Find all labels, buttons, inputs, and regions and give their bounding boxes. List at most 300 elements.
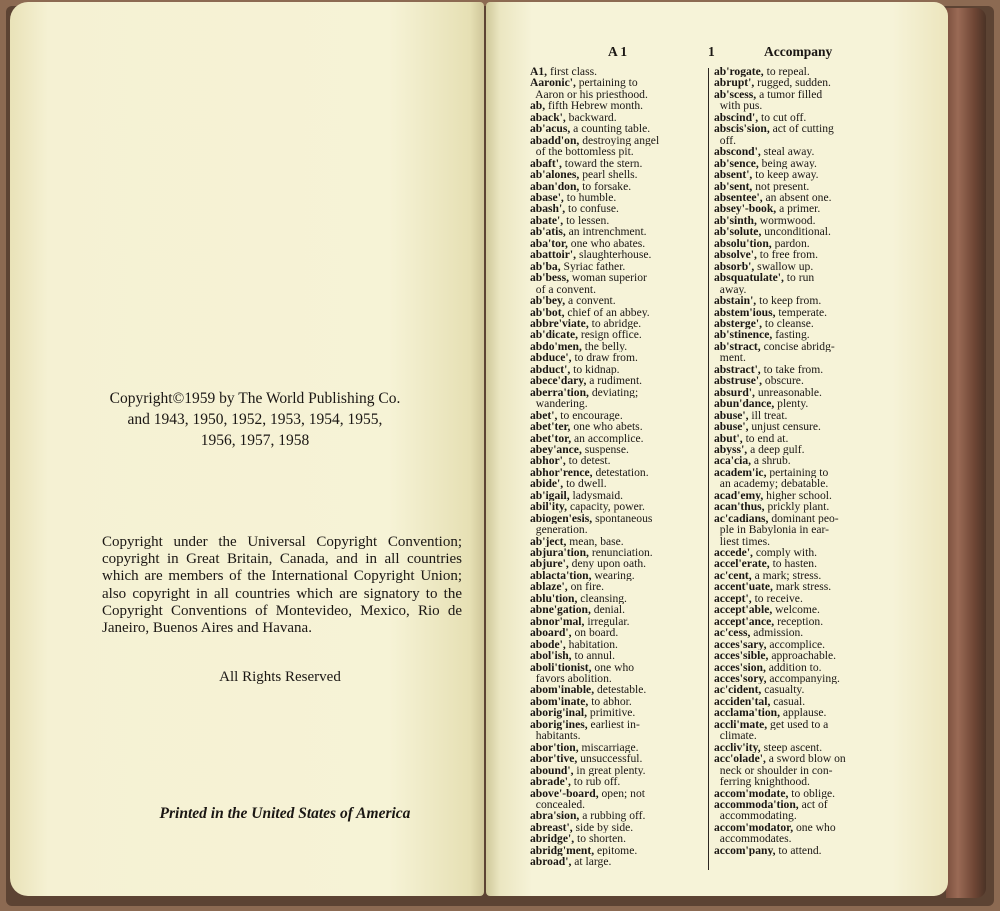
entry-headword: abate', — [530, 214, 564, 227]
entry-headword: ab'stinence, — [714, 329, 773, 341]
dictionary-entry — [714, 364, 924, 375]
entry-headword: abece'dary, — [530, 375, 587, 387]
entry-headword: ab'atis, — [530, 226, 566, 238]
entry-headword: ab'igail, — [530, 489, 570, 502]
entry-headword: abroad', — [530, 856, 572, 868]
entry-headword: academ'ic, — [714, 466, 767, 479]
entry-definition: pertaining to — [575, 77, 638, 89]
entry-headword: abyss', — [714, 443, 748, 456]
entry-definition: unreasonable. — [754, 386, 822, 399]
entry-definition: a rudiment. — [586, 375, 643, 387]
dictionary-entry — [714, 284, 924, 295]
entry-headword: accommoda'tion, — [714, 799, 799, 811]
dictionary-entry — [714, 742, 924, 753]
dictionary-entry — [714, 77, 924, 88]
entry-definition: deviating; — [588, 386, 639, 399]
dictionary-entry — [530, 856, 730, 867]
entry-headword: abnor'mal, — [530, 615, 585, 628]
dictionary-entry — [714, 478, 924, 489]
entry-headword: acces'sary, — [714, 638, 767, 651]
entry-definition: epitome. — [594, 844, 638, 857]
entry-definition: earliest in- — [587, 718, 640, 731]
entry-headword: acad'emy, — [714, 489, 764, 502]
dictionary-entry — [714, 192, 924, 203]
dictionary-entry — [714, 547, 924, 558]
entry-definition: to free from. — [756, 249, 819, 261]
right-page — [486, 2, 948, 896]
entry-definition: on fire. — [567, 581, 605, 593]
dictionary-entry — [714, 66, 924, 77]
page-number: 1 — [708, 44, 715, 59]
entry-definition: get used to a — [767, 718, 829, 731]
dictionary-entry — [530, 215, 730, 226]
entry-definition: with pus. — [714, 100, 763, 112]
entry-definition: to draw from. — [571, 352, 638, 364]
entry-headword: ab'stract, — [714, 340, 761, 353]
entry-definition: an absent one. — [762, 191, 832, 204]
entry-definition: mean, base. — [566, 535, 624, 548]
entry-definition: to abhor. — [588, 695, 632, 708]
dictionary-entry — [714, 616, 924, 627]
dictionary-entry — [714, 536, 924, 547]
entry-definition: casual. — [770, 695, 806, 708]
dictionary-entry — [714, 226, 924, 237]
entry-definition: wandering. — [530, 398, 588, 410]
entry-definition: a shrub. — [751, 455, 791, 467]
entry-headword: accept', — [714, 592, 752, 605]
dictionary-entry — [530, 318, 730, 329]
dictionary-entry — [530, 307, 730, 318]
entry-headword: absurd', — [714, 386, 755, 399]
dictionary-entry — [714, 604, 924, 615]
entry-definition: steep ascent. — [760, 741, 823, 754]
entry-definition: cleansing. — [577, 592, 627, 605]
dictionary-entry — [714, 570, 924, 581]
bleed-through-text — [10, 97, 484, 131]
dictionary-entry — [530, 478, 730, 489]
dictionary-column-right — [714, 66, 924, 856]
entry-headword: ablaze', — [530, 581, 568, 593]
entry-definition: renunciation. — [588, 547, 653, 559]
dictionary-entry — [714, 272, 924, 283]
dictionary-entry — [530, 123, 730, 134]
entry-headword: abuse', — [714, 409, 749, 422]
entry-headword: abstract', — [714, 363, 761, 376]
entry-headword: accel'erate, — [714, 558, 770, 570]
entry-headword: absentee', — [714, 191, 763, 204]
entry-definition: on board. — [571, 627, 619, 639]
dictionary-entry — [530, 284, 730, 295]
entry-definition: primitive. — [587, 707, 636, 719]
dictionary-entry — [714, 524, 924, 535]
dictionary-entry — [714, 352, 924, 363]
dictionary-entry — [714, 295, 924, 306]
entry-definition: a mark; stress. — [751, 569, 822, 582]
entry-headword: aborig'ines, — [530, 718, 588, 731]
printed-in-line: Printed in the United States of America — [159, 805, 411, 822]
entry-definition: to keep from. — [756, 295, 822, 307]
entry-definition: a deep gulf. — [747, 443, 805, 456]
dictionary-entry — [714, 467, 924, 478]
dictionary-entry — [530, 696, 730, 707]
dictionary-entry — [530, 226, 730, 237]
entry-headword: Aaronic', — [530, 77, 576, 89]
entry-definition: a convent. — [565, 295, 616, 307]
entry-definition: woman superior — [568, 272, 647, 284]
dictionary-entry — [530, 146, 730, 157]
dictionary-entry — [530, 719, 730, 730]
dictionary-entry — [530, 169, 730, 180]
entry-definition: at large. — [571, 856, 612, 868]
dictionary-entry — [530, 203, 730, 214]
entry-definition: favors abolition. — [530, 673, 612, 685]
dictionary-entry — [714, 307, 924, 318]
entry-definition: habitants. — [530, 730, 581, 742]
copyright-line: and 1943, 1950, 1952, 1953, 1954, 1955, — [127, 411, 383, 428]
entry-headword: abode', — [530, 638, 566, 651]
entry-headword: acces'sory, — [714, 673, 767, 685]
entry-definition: obscure. — [762, 375, 804, 387]
entry-definition: habitation. — [565, 638, 618, 651]
dictionary-entry — [714, 581, 924, 592]
dictionary-entry — [714, 513, 924, 524]
entry-definition: to hasten. — [769, 558, 818, 570]
entry-definition: capacity, power. — [567, 501, 645, 513]
entry-headword: absquatulate', — [714, 272, 784, 284]
entry-headword: abridge', — [530, 833, 575, 845]
guide-word-first: A 1 — [608, 44, 628, 59]
entry-headword: aba'tor, — [530, 237, 568, 250]
dictionary-entry — [530, 387, 730, 398]
entry-headword: abstain', — [714, 295, 757, 307]
entry-definition: toward the stern. — [561, 157, 643, 170]
entry-definition: to dwell. — [563, 478, 607, 490]
entry-definition: to keep away. — [752, 169, 819, 181]
entry-headword: abreast', — [530, 821, 573, 834]
dictionary-entry — [530, 501, 730, 512]
entry-headword: abet', — [530, 409, 558, 422]
dictionary-entry — [530, 513, 730, 524]
dictionary-entry — [714, 673, 924, 684]
entry-definition: not present. — [752, 180, 810, 192]
dictionary-entry — [530, 604, 730, 615]
copyright-convention-text: Copyright under the Universal Copyright Convention; copyright in Great Britain, Canada, and in all countries which are members of the International Copyright Union; also copyright in all countries which are signatory to the Copyright Conventions of Montevideo, Mexico, Rio de Janeiro, Buenos Aires and Havana. — [102, 534, 462, 637]
entry-headword: accept'able, — [714, 604, 773, 616]
dictionary-entry — [530, 375, 730, 386]
dictionary-entry — [530, 341, 730, 352]
entry-definition: detestable. — [594, 684, 647, 696]
dictionary-entry — [530, 455, 730, 466]
dictionary-entry — [530, 398, 730, 409]
dictionary-entry — [530, 444, 730, 455]
entry-definition: resign office. — [577, 329, 642, 341]
entry-definition: to oblige. — [788, 787, 836, 799]
entry-definition: neck or shoulder in con- — [714, 764, 833, 777]
entry-definition: approachable. — [768, 650, 837, 662]
entry-definition: away. — [714, 283, 747, 296]
column-divider — [708, 68, 709, 870]
dictionary-entry — [530, 639, 730, 650]
left-page — [10, 2, 484, 896]
dictionary-entry — [530, 558, 730, 569]
entry-headword: abadd'on, — [530, 134, 580, 147]
entry-definition: higher school. — [763, 489, 832, 502]
entry-headword: above'-board, — [530, 787, 599, 799]
entry-headword: abrade', — [530, 776, 571, 788]
entry-definition: to shorten. — [574, 833, 626, 845]
entry-headword: ab'sence, — [714, 157, 759, 170]
entry-definition: applause. — [780, 707, 827, 719]
entry-headword: ab'bess, — [530, 272, 569, 284]
entry-definition: wearing. — [591, 569, 635, 582]
entry-headword: aback', — [530, 111, 566, 124]
entry-definition: spontaneous — [592, 512, 653, 525]
entry-definition: an accomplice. — [571, 432, 644, 444]
entry-headword: acces'sible, — [714, 650, 769, 662]
entry-definition: of a convent. — [530, 283, 596, 296]
dictionary-entry — [714, 833, 924, 844]
entry-definition: deny upon oath. — [568, 558, 647, 570]
dictionary-entry — [714, 822, 924, 833]
dictionary-entry — [530, 238, 730, 249]
entry-definition: one who — [793, 821, 836, 834]
dictionary-entry — [530, 776, 730, 787]
entry-headword: abun'dance, — [714, 398, 775, 410]
entry-definition: irregular. — [584, 615, 630, 628]
entry-definition: a sword blow on — [765, 753, 846, 765]
entry-definition: accomplice. — [766, 638, 826, 651]
dictionary-entry — [714, 261, 924, 272]
entry-headword: abase', — [530, 191, 564, 204]
dictionary-entry — [714, 135, 924, 146]
entry-headword: aboli'tionist, — [530, 661, 592, 674]
entry-definition: casualty. — [761, 684, 805, 696]
dictionary-entry — [714, 662, 924, 673]
dictionary-entry — [714, 329, 924, 340]
entry-definition: to forsake. — [579, 180, 632, 192]
entry-headword: ab'sinth, — [714, 214, 757, 227]
entry-definition: to humble. — [563, 191, 617, 204]
bleed-through-text — [10, 242, 484, 313]
dictionary-entry — [714, 181, 924, 192]
entry-headword: ac'cident, — [714, 684, 762, 696]
entry-definition: a rubbing off. — [579, 810, 646, 822]
copyright-line: Copyright©1959 by The World Publishing Co. — [109, 390, 401, 407]
dictionary-entry — [714, 433, 924, 444]
entry-headword: abduce', — [530, 352, 572, 364]
entry-headword: accli'mate, — [714, 718, 768, 731]
dictionary-entry — [530, 158, 730, 169]
entry-headword: abiogen'esis, — [530, 512, 593, 525]
dictionary-entry — [530, 100, 730, 111]
entry-definition: to annul. — [571, 650, 616, 662]
entry-headword: ab'ba, — [530, 260, 561, 273]
entry-definition: Aaron or his priesthood. — [530, 88, 648, 101]
entry-headword: abey'ance, — [530, 443, 582, 456]
entry-headword: accept'ance, — [714, 615, 775, 628]
dictionary-entry — [530, 707, 730, 718]
entry-headword: accent'uate, — [714, 581, 773, 593]
dictionary-entry — [714, 203, 924, 214]
entry-definition: miscarriage. — [578, 741, 639, 754]
entry-headword: ablacta'tion, — [530, 569, 592, 582]
entry-headword: abet'tor, — [530, 432, 572, 444]
dictionary-entry — [714, 89, 924, 100]
entry-headword: abash', — [530, 203, 566, 215]
entry-definition: first class. — [547, 66, 597, 78]
entry-definition: ill treat. — [748, 409, 788, 422]
entry-definition: to encourage. — [557, 409, 623, 422]
entry-headword: abom'inate, — [530, 695, 589, 708]
entry-definition: side by side. — [572, 821, 634, 834]
page-edges — [946, 8, 986, 898]
dictionary-entry — [530, 352, 730, 363]
entry-headword: abdo'men, — [530, 340, 582, 353]
dictionary-entry — [530, 192, 730, 203]
dictionary-entry — [530, 249, 730, 260]
dictionary-entry — [714, 753, 924, 764]
dictionary-column-left — [530, 66, 730, 868]
entry-headword: abaft', — [530, 157, 562, 170]
dictionary-entry — [714, 776, 924, 787]
entry-definition: to kidnap. — [570, 363, 620, 376]
entry-headword: abjura'tion, — [530, 547, 589, 559]
entry-headword: abjure', — [530, 558, 569, 570]
entry-headword: ab'acus, — [530, 123, 571, 135]
dictionary-entry — [714, 639, 924, 650]
entry-definition: fifth Hebrew month. — [545, 100, 644, 112]
entry-definition: swallow up. — [754, 260, 814, 273]
entry-definition: steal away. — [760, 146, 815, 158]
dictionary-entry — [714, 387, 924, 398]
dictionary-entry — [714, 215, 924, 226]
dictionary-entry — [714, 341, 924, 352]
entry-definition: the belly. — [581, 340, 628, 353]
entry-headword: abridg'ment, — [530, 844, 595, 857]
dictionary-entry — [530, 77, 730, 88]
entry-headword: absent', — [714, 169, 753, 181]
dictionary-entry — [530, 593, 730, 604]
entry-definition: destroying angel — [579, 134, 660, 147]
dictionary-entry — [530, 581, 730, 592]
entry-definition: to attend. — [775, 844, 822, 857]
entry-headword: abor'tive, — [530, 753, 578, 765]
dictionary-entry — [530, 135, 730, 146]
dictionary-entry — [530, 662, 730, 673]
entry-definition: liest times. — [714, 535, 771, 548]
dictionary-entry — [530, 89, 730, 100]
dictionary-entry — [714, 398, 924, 409]
entry-definition: to repeal. — [763, 66, 810, 78]
entry-headword: absolve', — [714, 249, 757, 261]
entry-headword: acces'sion, — [714, 661, 766, 674]
entry-definition: to end at. — [742, 432, 789, 444]
dictionary-entry — [530, 524, 730, 535]
entry-definition: ple in Babylonia in ear- — [714, 524, 830, 536]
entry-headword: abhor', — [530, 455, 566, 467]
entry-headword: abattoir', — [530, 249, 577, 261]
entry-headword: abuse', — [714, 421, 749, 433]
dictionary-entry — [714, 696, 924, 707]
dictionary-entry — [530, 272, 730, 283]
dictionary-entry — [714, 249, 924, 260]
entry-headword: abide', — [530, 478, 564, 490]
entry-headword: A1, — [530, 66, 548, 78]
dictionary-entry — [530, 112, 730, 123]
entry-headword: aboard', — [530, 627, 572, 639]
entry-definition: to take from. — [760, 363, 824, 376]
entry-definition: an academy; debatable. — [714, 478, 829, 490]
entry-definition: generation. — [530, 524, 588, 536]
entry-definition: chief of an abbey. — [564, 306, 650, 318]
dictionary-entry — [714, 421, 924, 432]
entry-definition: concise abridg- — [760, 340, 835, 353]
entry-definition: a tumor filled — [756, 88, 823, 101]
entry-definition: concealed. — [530, 799, 586, 811]
entry-definition: one who abets. — [570, 421, 643, 433]
entry-definition: accompanying. — [766, 673, 840, 685]
entry-definition: comply with. — [752, 547, 818, 559]
entry-definition: an intrenchment. — [565, 226, 647, 238]
entry-headword: abet'ter, — [530, 421, 571, 433]
entry-definition: prickly plant. — [764, 501, 830, 513]
entry-headword: abstem'ious, — [714, 306, 776, 318]
entry-headword: abut', — [714, 432, 743, 444]
entry-headword: abil'ity, — [530, 501, 568, 513]
entry-headword: ac'cess, — [714, 627, 751, 639]
dictionary-entry — [530, 261, 730, 272]
entry-headword: abscind', — [714, 111, 759, 124]
dictionary-entry — [530, 753, 730, 764]
entry-headword: abol'ish, — [530, 650, 572, 662]
entry-headword: ab'rogate, — [714, 66, 764, 78]
entry-definition: being away. — [758, 157, 817, 170]
entry-headword: abhor'rence, — [530, 466, 593, 479]
dictionary-entry — [714, 410, 924, 421]
entry-definition: temperate. — [775, 306, 828, 318]
dictionary-entry — [714, 845, 924, 856]
dictionary-entry — [714, 719, 924, 730]
dictionary-entry — [530, 66, 730, 77]
entry-definition: unconditional. — [761, 226, 831, 238]
dictionary-entry — [714, 799, 924, 810]
entry-headword: ab, — [530, 100, 546, 112]
entry-headword: absorb', — [714, 260, 755, 273]
dictionary-entry — [714, 146, 924, 157]
entry-definition: fasting. — [772, 329, 810, 341]
entry-headword: accliv'ity, — [714, 741, 761, 754]
entry-headword: aborig'inal, — [530, 707, 588, 719]
dictionary-entry — [530, 799, 730, 810]
entry-definition: unsuccessful. — [577, 753, 643, 765]
entry-headword: ab'bey, — [530, 295, 566, 307]
entry-headword: ab'bot, — [530, 306, 565, 318]
entry-definition: to rub off. — [570, 776, 621, 788]
entry-headword: absolu'tion, — [714, 237, 772, 250]
entry-headword: acclama'tion, — [714, 707, 781, 719]
page-header — [486, 44, 948, 64]
entry-definition: unjust censure. — [748, 421, 821, 433]
entry-headword: abscond', — [714, 146, 761, 158]
dictionary-entry — [530, 570, 730, 581]
dictionary-entry — [530, 616, 730, 627]
dictionary-entry — [530, 684, 730, 695]
entry-definition: climate. — [714, 730, 757, 742]
entry-definition: admission. — [750, 627, 804, 639]
entry-headword: ab'dicate, — [530, 329, 578, 341]
entry-definition: Syriac father. — [560, 260, 626, 273]
entry-definition: in great plenty. — [573, 764, 646, 777]
